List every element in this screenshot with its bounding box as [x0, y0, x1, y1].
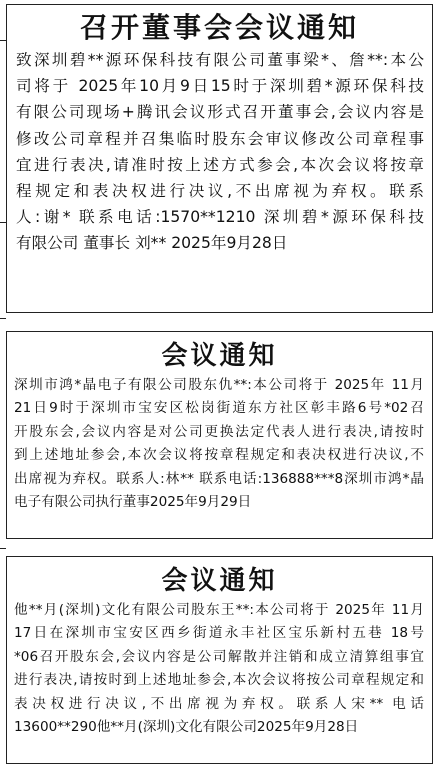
- notice-title: 召开董事会会议通知: [79, 11, 359, 44]
- notice-line: 司将于 2025年10月9日15时于深圳碧*源环保科技: [16, 77, 424, 96]
- notice-body: [7, 596, 432, 739]
- notice-line: 进行表决,请按时到上述地址参会,本次会议将按公司章程规定和: [14, 672, 424, 689]
- notice-body: [7, 45, 432, 257]
- notice-title: 会议通知: [161, 566, 278, 596]
- notice-line: 17日在深圳市宝安区西乡街道永丰社区宝乐新村五巷 18号: [14, 625, 424, 642]
- notice-line: 他**月(深圳)文化有限公司股东王**:本公司将于 2025年 11月: [14, 602, 424, 618]
- notice-title: 会议通知: [161, 341, 278, 371]
- notice-line: 有限公司现场+腾讯会议形式召开董事会,会议内容是: [16, 103, 424, 122]
- notice-line: *06召开股东会,会议内容是公司解散并注销和成立清算组事宜: [14, 648, 424, 665]
- notice-line: 修改公司章程并召集临时股东会审议修改公司章程事: [16, 129, 424, 148]
- notice-line: 有限公司 董事长 刘** 2025年9月28日: [16, 234, 288, 253]
- notice-line: 程规定和表决权进行决议,不出席视为弃权。联系: [16, 182, 424, 201]
- notice-shareholder-meeting-hongjing: [6, 331, 433, 539]
- notice-line: 致深圳碧**源环保科技有限公司董事梁*、詹**:本公: [16, 51, 424, 69]
- notice-line: 表决权进行决议,不出席视为弃权。联系人宋** 电话: [14, 695, 424, 712]
- notice-line: 13600**290他**月(深圳)文化有限公司2025年9月28日: [14, 719, 359, 736]
- notice-line: 电子有限公司执行董事2025年9月29日: [14, 494, 252, 511]
- notice-body: [7, 371, 432, 514]
- notice-line: 开股东会,会议内容是对公司更换法定代表人进行表决,请按时: [14, 423, 424, 440]
- notice-board-meeting: [6, 4, 433, 313]
- notice-line: 出席视为弃权。联系人:林** 联系电话:136888***8深圳市鸿*晶: [14, 470, 424, 487]
- notice-line: 21日9时于深圳市宝安区松岗街道东方社区彰丰路6号*02召: [14, 400, 424, 417]
- notice-line: 深圳市鸿*晶电子有限公司股东仇**:本公司将于 2025年 11月: [14, 377, 424, 393]
- notice-line: 到上述地址参会,本次会议将按章程规定和表决权进行决议,不: [14, 447, 424, 464]
- notice-line: 人:谢* 联系电话:1570**1210 深圳碧*源环保科技: [16, 208, 424, 227]
- notice-shareholder-meeting-culture: [6, 556, 433, 764]
- notice-line: 宜进行表决,请准时按上述方式参会,本次会议将按章: [16, 155, 424, 174]
